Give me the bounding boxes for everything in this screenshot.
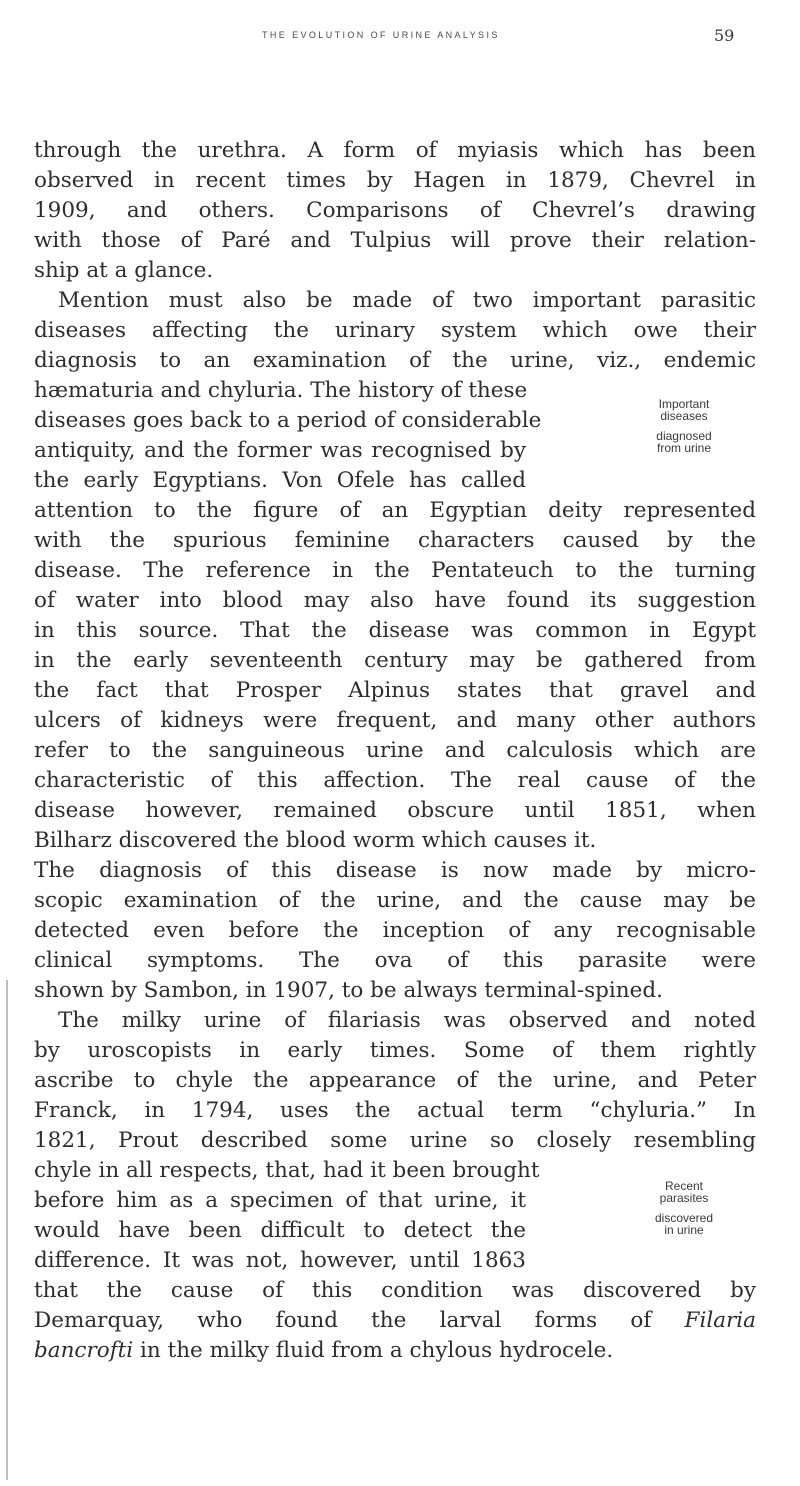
- text-line-part: Demarquay, who found the larval forms of: [34, 1308, 685, 1333]
- text-line: detected even before the inception of any recognisable: [34, 918, 756, 943]
- text-line: of water into blood may also have found its suggestion: [34, 588, 756, 613]
- text-line: the early Egyptians. Von Ofele has called: [34, 468, 526, 493]
- margin-note-important-diseases: Important diseases diagnosed from urine: [656, 397, 712, 455]
- page-edge-shadow: [6, 980, 8, 1480]
- text-line: The milky urine of filariasis was observed and noted: [58, 1008, 756, 1033]
- text-line: attention to the figure of an Egyptian deity represented: [34, 498, 756, 523]
- text-line: that the cause of this condition was discovered by: [34, 1278, 756, 1303]
- running-title: THE EVOLUTION OF URINE ANALYSIS: [262, 30, 500, 40]
- text-line: refer to the sanguineous urine and calculosis which are: [34, 738, 756, 763]
- text-line: chyle in all respects, that, had it been brought: [34, 1158, 540, 1183]
- text-line: shown by Sambon, in 1907, to be always terminal-spined.: [34, 978, 663, 1003]
- text-line: in this source. That the disease was common in Egypt: [34, 618, 756, 643]
- text-line: diagnosis to an examination of the urine, viz., endemic: [34, 348, 756, 373]
- text-line: with the spurious feminine characters caused by the: [34, 528, 756, 553]
- text-line: The diagnosis of this disease is now made by micro-: [34, 858, 756, 883]
- text-line: Mention must also be made of two important parasitic: [58, 288, 756, 313]
- text-line: clinical symptoms. The ova of this parasite were: [34, 948, 756, 973]
- text-line: [34, 1306, 756, 1336]
- species-name: Filaria: [684, 1308, 756, 1333]
- text-line: ulcers of kidneys were frequent, and many other authors: [34, 708, 756, 733]
- text-line: [34, 1336, 613, 1366]
- text-line: disease however, remained obscure until 1851, when: [34, 798, 756, 823]
- text-line: would have been difficult to detect the: [34, 1218, 526, 1243]
- text-line: 1909, and others. Comparisons of Chevrel’s drawing: [34, 198, 756, 223]
- text-line: diseases goes back to a period of considerable: [34, 408, 542, 433]
- text-line: the fact that Prosper Alpinus states that gravel and: [34, 678, 756, 703]
- text-line-part: in the milky fluid from a chylous hydrocele.: [133, 1338, 614, 1363]
- text-line: Bilharz discovered the blood worm which causes it.: [34, 828, 597, 853]
- text-line: by uroscopists in early times. Some of them rightly: [34, 1038, 756, 1063]
- margin-note-recent-parasites: Recent parasites discovered in urine: [654, 1179, 714, 1237]
- text-line: ascribe to chyle the appearance of the urine, and Peter: [34, 1068, 756, 1093]
- text-line: ship at a glance.: [34, 258, 214, 283]
- text-line: characteristic of this affection. The real cause of the: [34, 768, 756, 793]
- text-line: Franck, in 1794, uses the actual term “chyluria.” In: [34, 1098, 756, 1123]
- text-line: in the early seventeenth century may be gathered from: [34, 648, 756, 673]
- text-line: before him as a specimen of that urine, it: [34, 1188, 526, 1213]
- text-line: diseases affecting the urinary system which owe their: [34, 318, 756, 343]
- text-line: scopic examination of the urine, and the cause may be: [34, 888, 756, 913]
- species-name: bancrofti: [34, 1338, 134, 1363]
- text-line: antiquity, and the former was recognised by: [34, 438, 526, 463]
- text-line: 1821, Prout described some urine so closely resembling: [34, 1128, 756, 1153]
- page-number: 59: [714, 26, 735, 45]
- text-line: disease. The reference in the Pentateuch to the turning: [34, 558, 756, 583]
- text-line: observed in recent times by Hagen in 1879, Chevrel in: [34, 168, 756, 193]
- text-line: with those of Paré and Tulpius will prove their relation-: [34, 228, 756, 253]
- text-line: difference. It was not, however, until 1863: [34, 1248, 526, 1273]
- text-line: through the urethra. A form of myiasis which has been: [34, 138, 756, 163]
- text-line: hæmaturia and chyluria. The history of these: [34, 378, 528, 403]
